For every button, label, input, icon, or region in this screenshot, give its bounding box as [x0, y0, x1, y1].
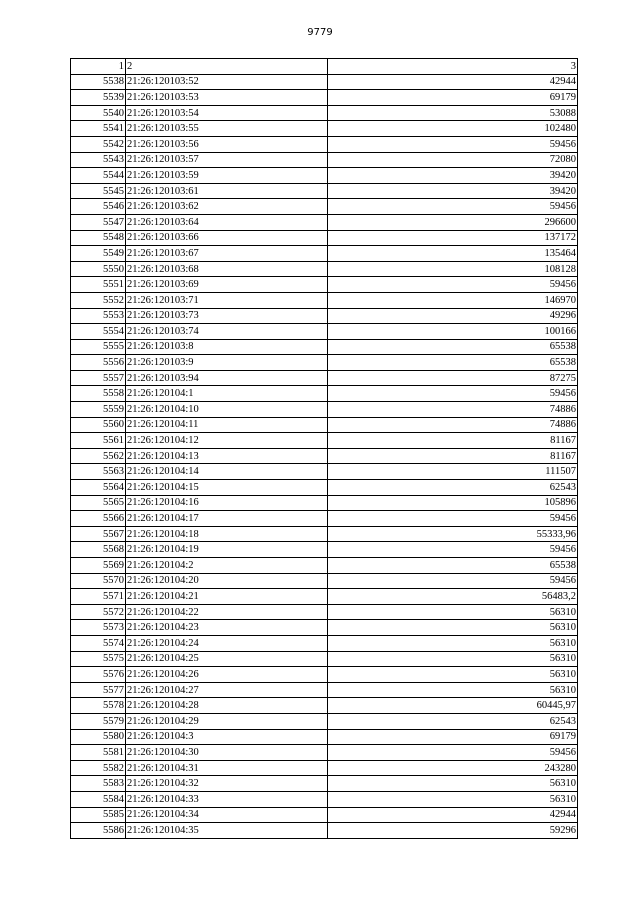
- row-number-cell: 5551: [71, 277, 126, 293]
- row-number-cell: 5565: [71, 495, 126, 511]
- row-number-cell: 5540: [71, 105, 126, 121]
- cadastral-number-cell: 21:26:120103:69: [126, 277, 328, 293]
- value-cell: 65538: [328, 339, 578, 355]
- table-row: [71, 558, 578, 574]
- row-number-cell: 5567: [71, 526, 126, 542]
- table-row: [71, 682, 578, 698]
- value-cell: 81167: [328, 433, 578, 449]
- value-cell: 105896: [328, 495, 578, 511]
- table-row: [71, 168, 578, 184]
- cadastral-number-cell: 21:26:120103:68: [126, 261, 328, 277]
- cadastral-number-cell: 21:26:120103:59: [126, 168, 328, 184]
- value-cell: 243280: [328, 760, 578, 776]
- table-row: [71, 199, 578, 215]
- row-number-cell: 5548: [71, 230, 126, 246]
- cadastral-number-cell: 21:26:120103:54: [126, 105, 328, 121]
- table-row: [71, 417, 578, 433]
- cadastral-number-cell: 21:26:120103:62: [126, 199, 328, 215]
- cadastral-number-cell: 21:26:120104:28: [126, 698, 328, 714]
- value-cell: 59456: [328, 511, 578, 527]
- table-row: [71, 713, 578, 729]
- table-row: [71, 386, 578, 402]
- table-row: [71, 292, 578, 308]
- value-cell: 56310: [328, 667, 578, 683]
- row-number-cell: 5574: [71, 635, 126, 651]
- table-row: [71, 526, 578, 542]
- value-cell: 74886: [328, 402, 578, 418]
- value-cell: 56483,2: [328, 589, 578, 605]
- row-number-cell: 5579: [71, 713, 126, 729]
- cadastral-number-cell: 21:26:120103:67: [126, 246, 328, 262]
- row-number-cell: 5552: [71, 292, 126, 308]
- row-number-cell: 5575: [71, 651, 126, 667]
- row-number-cell: 5553: [71, 308, 126, 324]
- table-row: [71, 433, 578, 449]
- row-number-cell: 5554: [71, 324, 126, 340]
- table-row: [71, 464, 578, 480]
- cadastral-number-cell: 21:26:120104:17: [126, 511, 328, 527]
- table-row: [71, 511, 578, 527]
- page-number: 9779: [307, 27, 333, 38]
- row-number-cell: 5563: [71, 464, 126, 480]
- cadastral-number-cell: 21:26:120104:19: [126, 542, 328, 558]
- value-cell: 137172: [328, 230, 578, 246]
- value-cell: 62543: [328, 480, 578, 496]
- table-row: [71, 807, 578, 823]
- cadastral-number-cell: 21:26:120104:29: [126, 713, 328, 729]
- cadastral-number-cell: 21:26:120103:73: [126, 308, 328, 324]
- cadastral-number-cell: 21:26:120104:14: [126, 464, 328, 480]
- cadastral-number-cell: 21:26:120103:64: [126, 214, 328, 230]
- row-number-cell: 5585: [71, 807, 126, 823]
- table-row: [71, 183, 578, 199]
- row-number-cell: 5582: [71, 760, 126, 776]
- cadastral-number-cell: 21:26:120104:13: [126, 448, 328, 464]
- value-cell: 55333,96: [328, 526, 578, 542]
- table-row: [71, 791, 578, 807]
- cadastral-number-cell: 21:26:120104:22: [126, 604, 328, 620]
- column-header-3: 3: [328, 59, 578, 75]
- value-cell: 59456: [328, 745, 578, 761]
- cadastral-number-cell: 21:26:120104:21: [126, 589, 328, 605]
- data-table: [70, 58, 578, 839]
- value-cell: 56310: [328, 651, 578, 667]
- value-cell: 108128: [328, 261, 578, 277]
- table-row: [71, 745, 578, 761]
- table-row: [71, 651, 578, 667]
- cadastral-number-cell: 21:26:120104:3: [126, 729, 328, 745]
- column-header-1: 1: [71, 59, 126, 75]
- table-row: [71, 776, 578, 792]
- value-cell: 49296: [328, 308, 578, 324]
- value-cell: 56310: [328, 682, 578, 698]
- table-row: [71, 90, 578, 106]
- value-cell: 56310: [328, 791, 578, 807]
- cadastral-number-cell: 21:26:120104:12: [126, 433, 328, 449]
- value-cell: 69179: [328, 90, 578, 106]
- table-row: [71, 105, 578, 121]
- row-number-cell: 5569: [71, 558, 126, 574]
- header-row: [71, 59, 578, 75]
- column-header-2: 2: [126, 59, 328, 75]
- cadastral-number-cell: 21:26:120104:35: [126, 823, 328, 839]
- cadastral-number-cell: 21:26:120104:1: [126, 386, 328, 402]
- cadastral-number-cell: 21:26:120104:20: [126, 573, 328, 589]
- cadastral-number-cell: 21:26:120104:27: [126, 682, 328, 698]
- value-cell: 65538: [328, 558, 578, 574]
- table-header: [71, 59, 578, 75]
- table-row: [71, 152, 578, 168]
- row-number-cell: 5542: [71, 136, 126, 152]
- table-row: [71, 370, 578, 386]
- value-cell: 69179: [328, 729, 578, 745]
- table-row: [71, 74, 578, 90]
- cadastral-number-cell: 21:26:120104:31: [126, 760, 328, 776]
- value-cell: 42944: [328, 74, 578, 90]
- row-number-cell: 5560: [71, 417, 126, 433]
- value-cell: 59456: [328, 136, 578, 152]
- value-cell: 39420: [328, 183, 578, 199]
- cadastral-number-cell: 21:26:120104:26: [126, 667, 328, 683]
- value-cell: 135464: [328, 246, 578, 262]
- cadastral-number-cell: 21:26:120103:71: [126, 292, 328, 308]
- value-cell: 59456: [328, 386, 578, 402]
- row-number-cell: 5577: [71, 682, 126, 698]
- cadastral-number-cell: 21:26:120103:53: [126, 90, 328, 106]
- value-cell: 81167: [328, 448, 578, 464]
- cadastral-number-cell: 21:26:120103:52: [126, 74, 328, 90]
- value-cell: 42944: [328, 807, 578, 823]
- row-number-cell: 5543: [71, 152, 126, 168]
- row-number-cell: 5541: [71, 121, 126, 137]
- value-cell: 59456: [328, 573, 578, 589]
- row-number-cell: 5573: [71, 620, 126, 636]
- value-cell: 111507: [328, 464, 578, 480]
- row-number-cell: 5546: [71, 199, 126, 215]
- row-number-cell: 5583: [71, 776, 126, 792]
- table-row: [71, 542, 578, 558]
- row-number-cell: 5564: [71, 480, 126, 496]
- row-number-cell: 5561: [71, 433, 126, 449]
- cadastral-number-cell: 21:26:120104:16: [126, 495, 328, 511]
- value-cell: 56310: [328, 776, 578, 792]
- table-row: [71, 308, 578, 324]
- cadastral-number-cell: 21:26:120104:25: [126, 651, 328, 667]
- table-row: [71, 448, 578, 464]
- row-number-cell: 5581: [71, 745, 126, 761]
- value-cell: 59456: [328, 277, 578, 293]
- row-number-cell: 5538: [71, 74, 126, 90]
- value-cell: 56310: [328, 604, 578, 620]
- row-number-cell: 5572: [71, 604, 126, 620]
- cadastral-number-cell: 21:26:120104:11: [126, 417, 328, 433]
- value-cell: 56310: [328, 620, 578, 636]
- table-row: [71, 339, 578, 355]
- value-cell: 100166: [328, 324, 578, 340]
- table-row: [71, 214, 578, 230]
- table-row: [71, 698, 578, 714]
- cadastral-number-cell: 21:26:120104:32: [126, 776, 328, 792]
- row-number-cell: 5556: [71, 355, 126, 371]
- row-number-cell: 5562: [71, 448, 126, 464]
- cadastral-number-cell: 21:26:120103:8: [126, 339, 328, 355]
- table-row: [71, 589, 578, 605]
- cadastral-number-cell: 21:26:120104:15: [126, 480, 328, 496]
- table-row: [71, 480, 578, 496]
- table-row: [71, 620, 578, 636]
- cadastral-number-cell: 21:26:120104:34: [126, 807, 328, 823]
- value-cell: 65538: [328, 355, 578, 371]
- value-cell: 102480: [328, 121, 578, 137]
- value-cell: 59456: [328, 199, 578, 215]
- row-number-cell: 5571: [71, 589, 126, 605]
- table-row: [71, 277, 578, 293]
- cadastral-number-cell: 21:26:120103:56: [126, 136, 328, 152]
- cadastral-number-cell: 21:26:120103:55: [126, 121, 328, 137]
- table-row: [71, 729, 578, 745]
- cadastral-number-cell: 21:26:120104:30: [126, 745, 328, 761]
- table-row: [71, 121, 578, 137]
- row-number-cell: 5550: [71, 261, 126, 277]
- row-number-cell: 5566: [71, 511, 126, 527]
- table-row: [71, 573, 578, 589]
- row-number-cell: 5580: [71, 729, 126, 745]
- value-cell: 39420: [328, 168, 578, 184]
- table-row: [71, 246, 578, 262]
- value-cell: 146970: [328, 292, 578, 308]
- row-number-cell: 5545: [71, 183, 126, 199]
- cadastral-number-cell: 21:26:120103:74: [126, 324, 328, 340]
- table-row: [71, 324, 578, 340]
- value-cell: 53088: [328, 105, 578, 121]
- row-number-cell: 5539: [71, 90, 126, 106]
- cadastral-number-cell: 21:26:120104:33: [126, 791, 328, 807]
- table-row: [71, 635, 578, 651]
- value-cell: 60445,97: [328, 698, 578, 714]
- cadastral-number-cell: 21:26:120103:66: [126, 230, 328, 246]
- value-cell: 296600: [328, 214, 578, 230]
- value-cell: 59296: [328, 823, 578, 839]
- row-number-cell: 5570: [71, 573, 126, 589]
- row-number-cell: 5549: [71, 246, 126, 262]
- table-row: [71, 495, 578, 511]
- table-row: [71, 136, 578, 152]
- value-cell: 74886: [328, 417, 578, 433]
- row-number-cell: 5558: [71, 386, 126, 402]
- cadastral-number-cell: 21:26:120103:57: [126, 152, 328, 168]
- cadastral-number-cell: 21:26:120103:61: [126, 183, 328, 199]
- value-cell: 87275: [328, 370, 578, 386]
- cadastral-number-cell: 21:26:120104:24: [126, 635, 328, 651]
- value-cell: 59456: [328, 542, 578, 558]
- cadastral-number-cell: 21:26:120104:23: [126, 620, 328, 636]
- value-cell: 62543: [328, 713, 578, 729]
- cadastral-number-cell: 21:26:120103:9: [126, 355, 328, 371]
- cadastral-number-cell: 21:26:120104:10: [126, 402, 328, 418]
- row-number-cell: 5568: [71, 542, 126, 558]
- row-number-cell: 5578: [71, 698, 126, 714]
- table-row: [71, 261, 578, 277]
- row-number-cell: 5547: [71, 214, 126, 230]
- row-number-cell: 5586: [71, 823, 126, 839]
- row-number-cell: 5559: [71, 402, 126, 418]
- table-row: [71, 355, 578, 371]
- cadastral-number-cell: 21:26:120104:2: [126, 558, 328, 574]
- cadastral-number-cell: 21:26:120104:18: [126, 526, 328, 542]
- row-number-cell: 5555: [71, 339, 126, 355]
- table-row: [71, 760, 578, 776]
- row-number-cell: 5544: [71, 168, 126, 184]
- table-row: [71, 402, 578, 418]
- value-cell: 72080: [328, 152, 578, 168]
- row-number-cell: 5576: [71, 667, 126, 683]
- row-number-cell: 5584: [71, 791, 126, 807]
- table-row: [71, 823, 578, 839]
- table-row: [71, 230, 578, 246]
- table-body: [71, 74, 578, 838]
- table-row: [71, 667, 578, 683]
- value-cell: 56310: [328, 635, 578, 651]
- row-number-cell: 5557: [71, 370, 126, 386]
- cadastral-number-cell: 21:26:120103:94: [126, 370, 328, 386]
- table-row: [71, 604, 578, 620]
